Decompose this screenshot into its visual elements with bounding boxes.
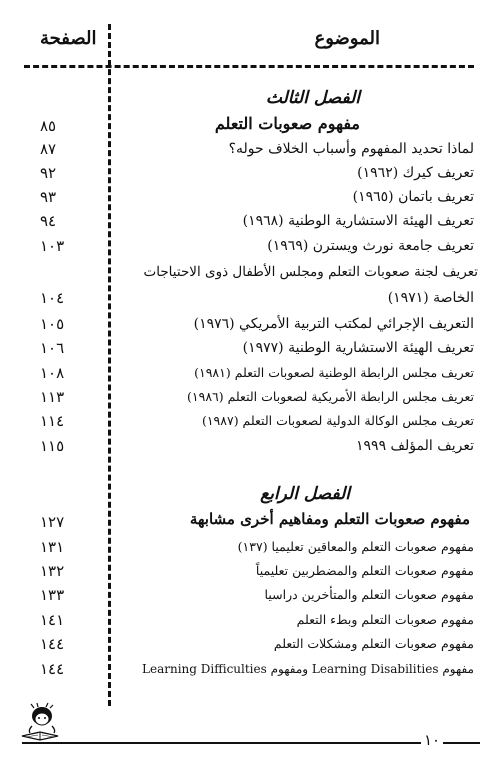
toc-page-number: ١١٣: [40, 388, 65, 406]
toc-page-number: ١٢٧: [40, 513, 65, 531]
toc-page-number: ١٤١: [40, 611, 65, 629]
toc-entry: تعريف المؤلف ١٩٩٩: [356, 438, 474, 454]
toc-entry: مفهوم صعوبات التعلم ومشكلات التعلم: [273, 636, 474, 651]
topic-column-header: الموضوع: [314, 28, 380, 49]
footer-rule-right: [440, 742, 480, 744]
toc-entry: تعريف مجلس الوكالة الدولية لصعوبات التعلم (١٩٨٧): [201, 413, 474, 428]
toc-page-number: ٨٧: [40, 140, 57, 158]
toc-entry: مفهوم Learning Disabilities ومفهوم Learning Difficulties: [142, 662, 474, 676]
toc-entry: لماذا تحديد المفهوم وأسباب الخلاف حوله؟: [228, 141, 474, 157]
toc-page-number: ١١٤: [40, 412, 65, 430]
toc-page-number: ١٠٣: [40, 237, 65, 255]
toc-page-number: ٨٥: [40, 117, 57, 135]
toc-entry: الخاصة (١٩٧١): [387, 290, 474, 306]
header-divider: [24, 65, 474, 68]
toc-entry: التعريف الإجرائي لمكتب التربية الأمريكي (١٩٧٦): [193, 316, 474, 332]
toc-page-number: ١٣٢: [40, 562, 65, 580]
toc-entry: تعريف الهيئة الاستشارية الوطنية (١٩٦٨): [242, 213, 474, 229]
toc-page-number: ١٤٤: [40, 660, 65, 678]
toc-entry: تعريف مجلس الرابطة الأمريكية لصعوبات التعلم (١٩٨٦): [187, 389, 474, 404]
toc-entry: مفهوم صعوبات التعلم والمعاقين تعليميا (١٣٧): [237, 539, 474, 554]
chapter-3-title: الفصل الثالث: [265, 88, 360, 108]
toc-entry: مفهوم صعوبات التعلم والمضطربين تعليمياً: [255, 563, 474, 578]
toc-page-number: ١٠٤: [40, 289, 65, 307]
toc-page-number: ٩٣: [40, 188, 57, 206]
column-divider: [108, 24, 111, 706]
toc-page-number: ٩٤: [40, 212, 57, 230]
toc-page-number: ١٠٥: [40, 315, 65, 333]
toc-entry: تعريف مجلس الرابطة الوطنية لصعوبات التعلم (١٩٨١): [194, 365, 474, 380]
toc-page-number: ١٣١: [40, 538, 65, 556]
toc-page-number: ٩٢: [40, 164, 57, 182]
reading-child-icon: [18, 702, 66, 746]
toc-entry: تعريف جامعة نورث ويسترن (١٩٦٩): [267, 238, 474, 254]
toc-page-number: ١٠٨: [40, 364, 65, 382]
footer-rule: [22, 742, 422, 744]
toc-entry: تعريف لجنة صعوبات التعلم ومجلس الأطفال ذوى الاحتياجات: [143, 264, 478, 280]
toc-page-number: ١٠٦: [40, 339, 65, 357]
toc-page-number: ١٤٤: [40, 635, 65, 653]
chapter-4-subtitle: مفهوم صعوبات التعلم ومفاهيم أخرى مشابهة: [189, 510, 470, 528]
toc-entry: مفهوم صعوبات التعلم وبطء التعلم: [296, 612, 474, 627]
toc-entry: تعريف باتمان (١٩٦٥): [352, 189, 474, 205]
chapter-3-subtitle: مفهوم صعوبات التعلم: [214, 114, 360, 133]
toc-entry: مفهوم صعوبات التعلم والمتأخرين دراسيا: [264, 587, 474, 602]
chapter-4-title: الفصل الرابع: [260, 484, 350, 504]
toc-page-number: ١٣٣: [40, 586, 65, 604]
toc-entry: تعريف كيرك (١٩٦٢): [357, 165, 474, 181]
toc-entry: تعريف الهيئة الاستشارية الوطنية (١٩٧٧): [242, 340, 474, 356]
page-column-header: الصفحة: [40, 28, 97, 49]
toc-page-number: ١١٥: [40, 437, 65, 455]
page-number: ١٠: [421, 731, 443, 749]
